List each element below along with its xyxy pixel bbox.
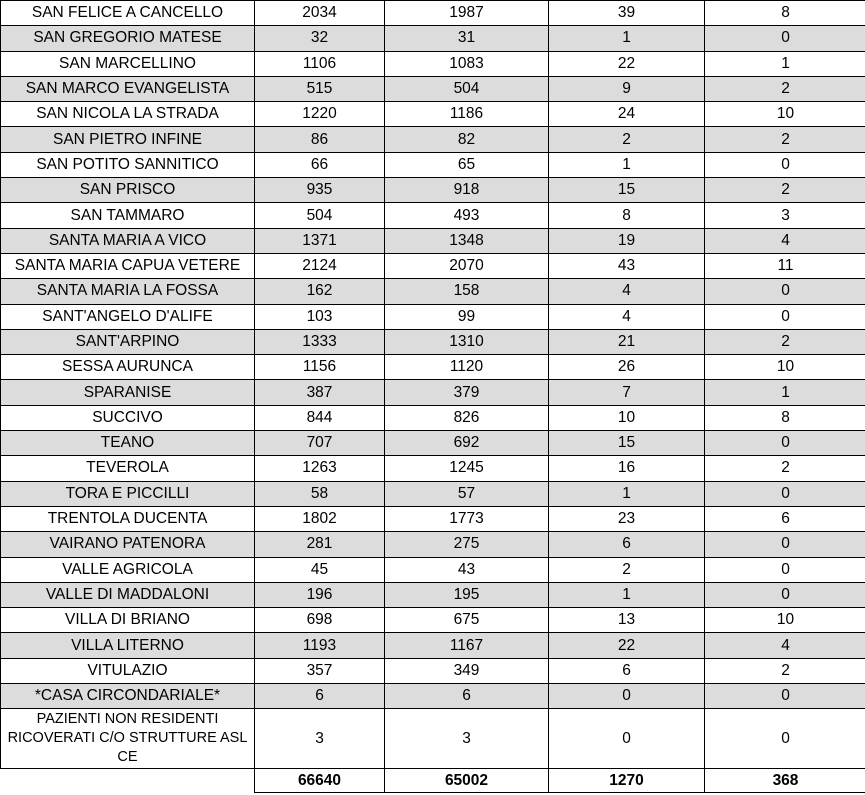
value-cell: 15 bbox=[549, 431, 705, 456]
table-row bbox=[1, 102, 865, 127]
value-cell: 1802 bbox=[255, 506, 385, 531]
value-cell: 349 bbox=[385, 658, 549, 683]
value-cell: 1333 bbox=[255, 329, 385, 354]
totals-label-cell bbox=[1, 769, 255, 793]
value-cell: 935 bbox=[255, 178, 385, 203]
table-row bbox=[1, 253, 865, 278]
value-cell: 1 bbox=[705, 380, 865, 405]
table-row bbox=[1, 633, 865, 658]
value-cell: 8 bbox=[549, 203, 705, 228]
value-cell: 281 bbox=[255, 532, 385, 557]
value-cell: 2 bbox=[705, 127, 865, 152]
value-cell: 6 bbox=[385, 684, 549, 709]
value-cell: 0 bbox=[549, 684, 705, 709]
value-cell: 1 bbox=[549, 582, 705, 607]
table-row bbox=[1, 380, 865, 405]
value-cell: 6 bbox=[255, 684, 385, 709]
table-row bbox=[1, 1, 865, 26]
value-cell: 1167 bbox=[385, 633, 549, 658]
municipality-cell: TEVEROLA bbox=[1, 456, 255, 481]
value-cell: 0 bbox=[549, 709, 705, 769]
value-cell: 11 bbox=[705, 253, 865, 278]
municipality-cell: VILLA DI BRIANO bbox=[1, 608, 255, 633]
municipality-cell: SANT'ANGELO D'ALIFE bbox=[1, 304, 255, 329]
table-body bbox=[1, 1, 865, 793]
table-row bbox=[1, 329, 865, 354]
value-cell: 6 bbox=[549, 532, 705, 557]
value-cell: 275 bbox=[385, 532, 549, 557]
value-cell: 7 bbox=[549, 380, 705, 405]
value-cell: 707 bbox=[255, 431, 385, 456]
municipality-cell: SAN GREGORIO MATESE bbox=[1, 26, 255, 51]
value-cell: 1083 bbox=[385, 51, 549, 76]
table-row bbox=[1, 355, 865, 380]
value-cell: 57 bbox=[385, 481, 549, 506]
value-cell: 357 bbox=[255, 658, 385, 683]
municipality-cell: SPARANISE bbox=[1, 380, 255, 405]
value-cell: 24 bbox=[549, 102, 705, 127]
value-cell: 493 bbox=[385, 203, 549, 228]
table-row bbox=[1, 431, 865, 456]
total-cell: 368 bbox=[705, 769, 865, 793]
municipality-cell: SANT'ARPINO bbox=[1, 329, 255, 354]
value-cell: 10 bbox=[705, 608, 865, 633]
value-cell: 504 bbox=[385, 76, 549, 101]
table-row bbox=[1, 582, 865, 607]
value-cell: 515 bbox=[255, 76, 385, 101]
municipality-cell: SANTA MARIA A VICO bbox=[1, 228, 255, 253]
value-cell: 22 bbox=[549, 51, 705, 76]
value-cell: 19 bbox=[549, 228, 705, 253]
value-cell: 99 bbox=[385, 304, 549, 329]
value-cell: 15 bbox=[549, 178, 705, 203]
municipality-cell: SAN FELICE A CANCELLO bbox=[1, 1, 255, 26]
value-cell: 1773 bbox=[385, 506, 549, 531]
value-cell: 2 bbox=[549, 127, 705, 152]
table-row bbox=[1, 279, 865, 304]
value-cell: 22 bbox=[549, 633, 705, 658]
table-row bbox=[1, 506, 865, 531]
municipality-cell: TRENTOLA DUCENTA bbox=[1, 506, 255, 531]
value-cell: 2 bbox=[705, 329, 865, 354]
value-cell: 918 bbox=[385, 178, 549, 203]
value-cell: 103 bbox=[255, 304, 385, 329]
municipality-cell: SAN PIETRO INFINE bbox=[1, 127, 255, 152]
value-cell: 10 bbox=[705, 102, 865, 127]
table-row bbox=[1, 152, 865, 177]
table-row bbox=[1, 127, 865, 152]
value-cell: 3 bbox=[385, 709, 549, 769]
value-cell: 1371 bbox=[255, 228, 385, 253]
table-row bbox=[1, 304, 865, 329]
value-cell: 387 bbox=[255, 380, 385, 405]
value-cell: 162 bbox=[255, 279, 385, 304]
value-cell: 0 bbox=[705, 684, 865, 709]
value-cell: 158 bbox=[385, 279, 549, 304]
value-cell: 31 bbox=[385, 26, 549, 51]
value-cell: 2070 bbox=[385, 253, 549, 278]
value-cell: 26 bbox=[549, 355, 705, 380]
municipality-cell: SAN POTITO SANNITICO bbox=[1, 152, 255, 177]
value-cell: 3 bbox=[255, 709, 385, 769]
value-cell: 45 bbox=[255, 557, 385, 582]
value-cell: 9 bbox=[549, 76, 705, 101]
municipality-cell: SAN NICOLA LA STRADA bbox=[1, 102, 255, 127]
municipality-cell: VILLA LITERNO bbox=[1, 633, 255, 658]
value-cell: 10 bbox=[549, 405, 705, 430]
value-cell: 1156 bbox=[255, 355, 385, 380]
totals-row bbox=[1, 769, 865, 793]
value-cell: 2124 bbox=[255, 253, 385, 278]
table-row bbox=[1, 684, 865, 709]
value-cell: 1 bbox=[549, 152, 705, 177]
total-cell: 1270 bbox=[549, 769, 705, 793]
municipality-cell: SAN MARCO EVANGELISTA bbox=[1, 76, 255, 101]
value-cell: 0 bbox=[705, 557, 865, 582]
value-cell: 1245 bbox=[385, 456, 549, 481]
value-cell: 13 bbox=[549, 608, 705, 633]
table-row bbox=[1, 456, 865, 481]
table-row bbox=[1, 405, 865, 430]
value-cell: 8 bbox=[705, 405, 865, 430]
table-row bbox=[1, 481, 865, 506]
total-cell: 65002 bbox=[385, 769, 549, 793]
value-cell: 826 bbox=[385, 405, 549, 430]
table-row bbox=[1, 26, 865, 51]
value-cell: 32 bbox=[255, 26, 385, 51]
value-cell: 675 bbox=[385, 608, 549, 633]
value-cell: 0 bbox=[705, 582, 865, 607]
value-cell: 2 bbox=[705, 658, 865, 683]
value-cell: 82 bbox=[385, 127, 549, 152]
municipality-cell: VALLE AGRICOLA bbox=[1, 557, 255, 582]
table-row bbox=[1, 557, 865, 582]
value-cell: 0 bbox=[705, 152, 865, 177]
municipality-cell: SAN MARCELLINO bbox=[1, 51, 255, 76]
value-cell: 2034 bbox=[255, 1, 385, 26]
value-cell: 504 bbox=[255, 203, 385, 228]
value-cell: 86 bbox=[255, 127, 385, 152]
value-cell: 698 bbox=[255, 608, 385, 633]
municipality-cell: SANTA MARIA LA FOSSA bbox=[1, 279, 255, 304]
value-cell: 2 bbox=[549, 557, 705, 582]
value-cell: 692 bbox=[385, 431, 549, 456]
value-cell: 4 bbox=[549, 304, 705, 329]
municipality-cell: SESSA AURUNCA bbox=[1, 355, 255, 380]
value-cell: 2 bbox=[705, 76, 865, 101]
value-cell: 1 bbox=[549, 26, 705, 51]
value-cell: 195 bbox=[385, 582, 549, 607]
value-cell: 3 bbox=[705, 203, 865, 228]
value-cell: 39 bbox=[549, 1, 705, 26]
value-cell: 0 bbox=[705, 481, 865, 506]
value-cell: 1 bbox=[549, 481, 705, 506]
value-cell: 1106 bbox=[255, 51, 385, 76]
value-cell: 0 bbox=[705, 431, 865, 456]
value-cell: 196 bbox=[255, 582, 385, 607]
value-cell: 1186 bbox=[385, 102, 549, 127]
value-cell: 58 bbox=[255, 481, 385, 506]
value-cell: 0 bbox=[705, 279, 865, 304]
table-row bbox=[1, 203, 865, 228]
value-cell: 16 bbox=[549, 456, 705, 481]
value-cell: 0 bbox=[705, 26, 865, 51]
value-cell: 379 bbox=[385, 380, 549, 405]
value-cell: 4 bbox=[705, 633, 865, 658]
municipality-cell: TORA E PICCILLI bbox=[1, 481, 255, 506]
value-cell: 2 bbox=[705, 456, 865, 481]
value-cell: 1 bbox=[705, 51, 865, 76]
municipality-cell: SAN TAMMARO bbox=[1, 203, 255, 228]
table-row bbox=[1, 76, 865, 101]
municipality-cell: PAZIENTI NON RESIDENTI RICOVERATI C/O STRUTTURE ASL CE bbox=[1, 709, 255, 769]
value-cell: 0 bbox=[705, 532, 865, 557]
municipality-cell: SAN PRISCO bbox=[1, 178, 255, 203]
value-cell: 1987 bbox=[385, 1, 549, 26]
municipality-cell: VALLE DI MADDALONI bbox=[1, 582, 255, 607]
total-cell: 66640 bbox=[255, 769, 385, 793]
value-cell: 1220 bbox=[255, 102, 385, 127]
value-cell: 43 bbox=[385, 557, 549, 582]
table-row bbox=[1, 51, 865, 76]
table-row bbox=[1, 709, 865, 769]
value-cell: 4 bbox=[705, 228, 865, 253]
value-cell: 43 bbox=[549, 253, 705, 278]
table-row bbox=[1, 532, 865, 557]
municipality-cell: TEANO bbox=[1, 431, 255, 456]
table-row bbox=[1, 178, 865, 203]
value-cell: 1348 bbox=[385, 228, 549, 253]
value-cell: 0 bbox=[705, 304, 865, 329]
value-cell: 21 bbox=[549, 329, 705, 354]
value-cell: 10 bbox=[705, 355, 865, 380]
value-cell: 4 bbox=[549, 279, 705, 304]
table-row bbox=[1, 658, 865, 683]
municipality-cell: VITULAZIO bbox=[1, 658, 255, 683]
value-cell: 65 bbox=[385, 152, 549, 177]
value-cell: 844 bbox=[255, 405, 385, 430]
value-cell: 0 bbox=[705, 709, 865, 769]
value-cell: 23 bbox=[549, 506, 705, 531]
table-row bbox=[1, 228, 865, 253]
value-cell: 1310 bbox=[385, 329, 549, 354]
municipality-cell: SANTA MARIA CAPUA VETERE bbox=[1, 253, 255, 278]
value-cell: 1263 bbox=[255, 456, 385, 481]
municipality-cell: VAIRANO PATENORA bbox=[1, 532, 255, 557]
value-cell: 1120 bbox=[385, 355, 549, 380]
value-cell: 66 bbox=[255, 152, 385, 177]
table-row bbox=[1, 608, 865, 633]
value-cell: 2 bbox=[705, 178, 865, 203]
value-cell: 6 bbox=[549, 658, 705, 683]
value-cell: 8 bbox=[705, 1, 865, 26]
municipality-cell: *CASA CIRCONDARIALE* bbox=[1, 684, 255, 709]
value-cell: 6 bbox=[705, 506, 865, 531]
value-cell: 1193 bbox=[255, 633, 385, 658]
municipality-cell: SUCCIVO bbox=[1, 405, 255, 430]
